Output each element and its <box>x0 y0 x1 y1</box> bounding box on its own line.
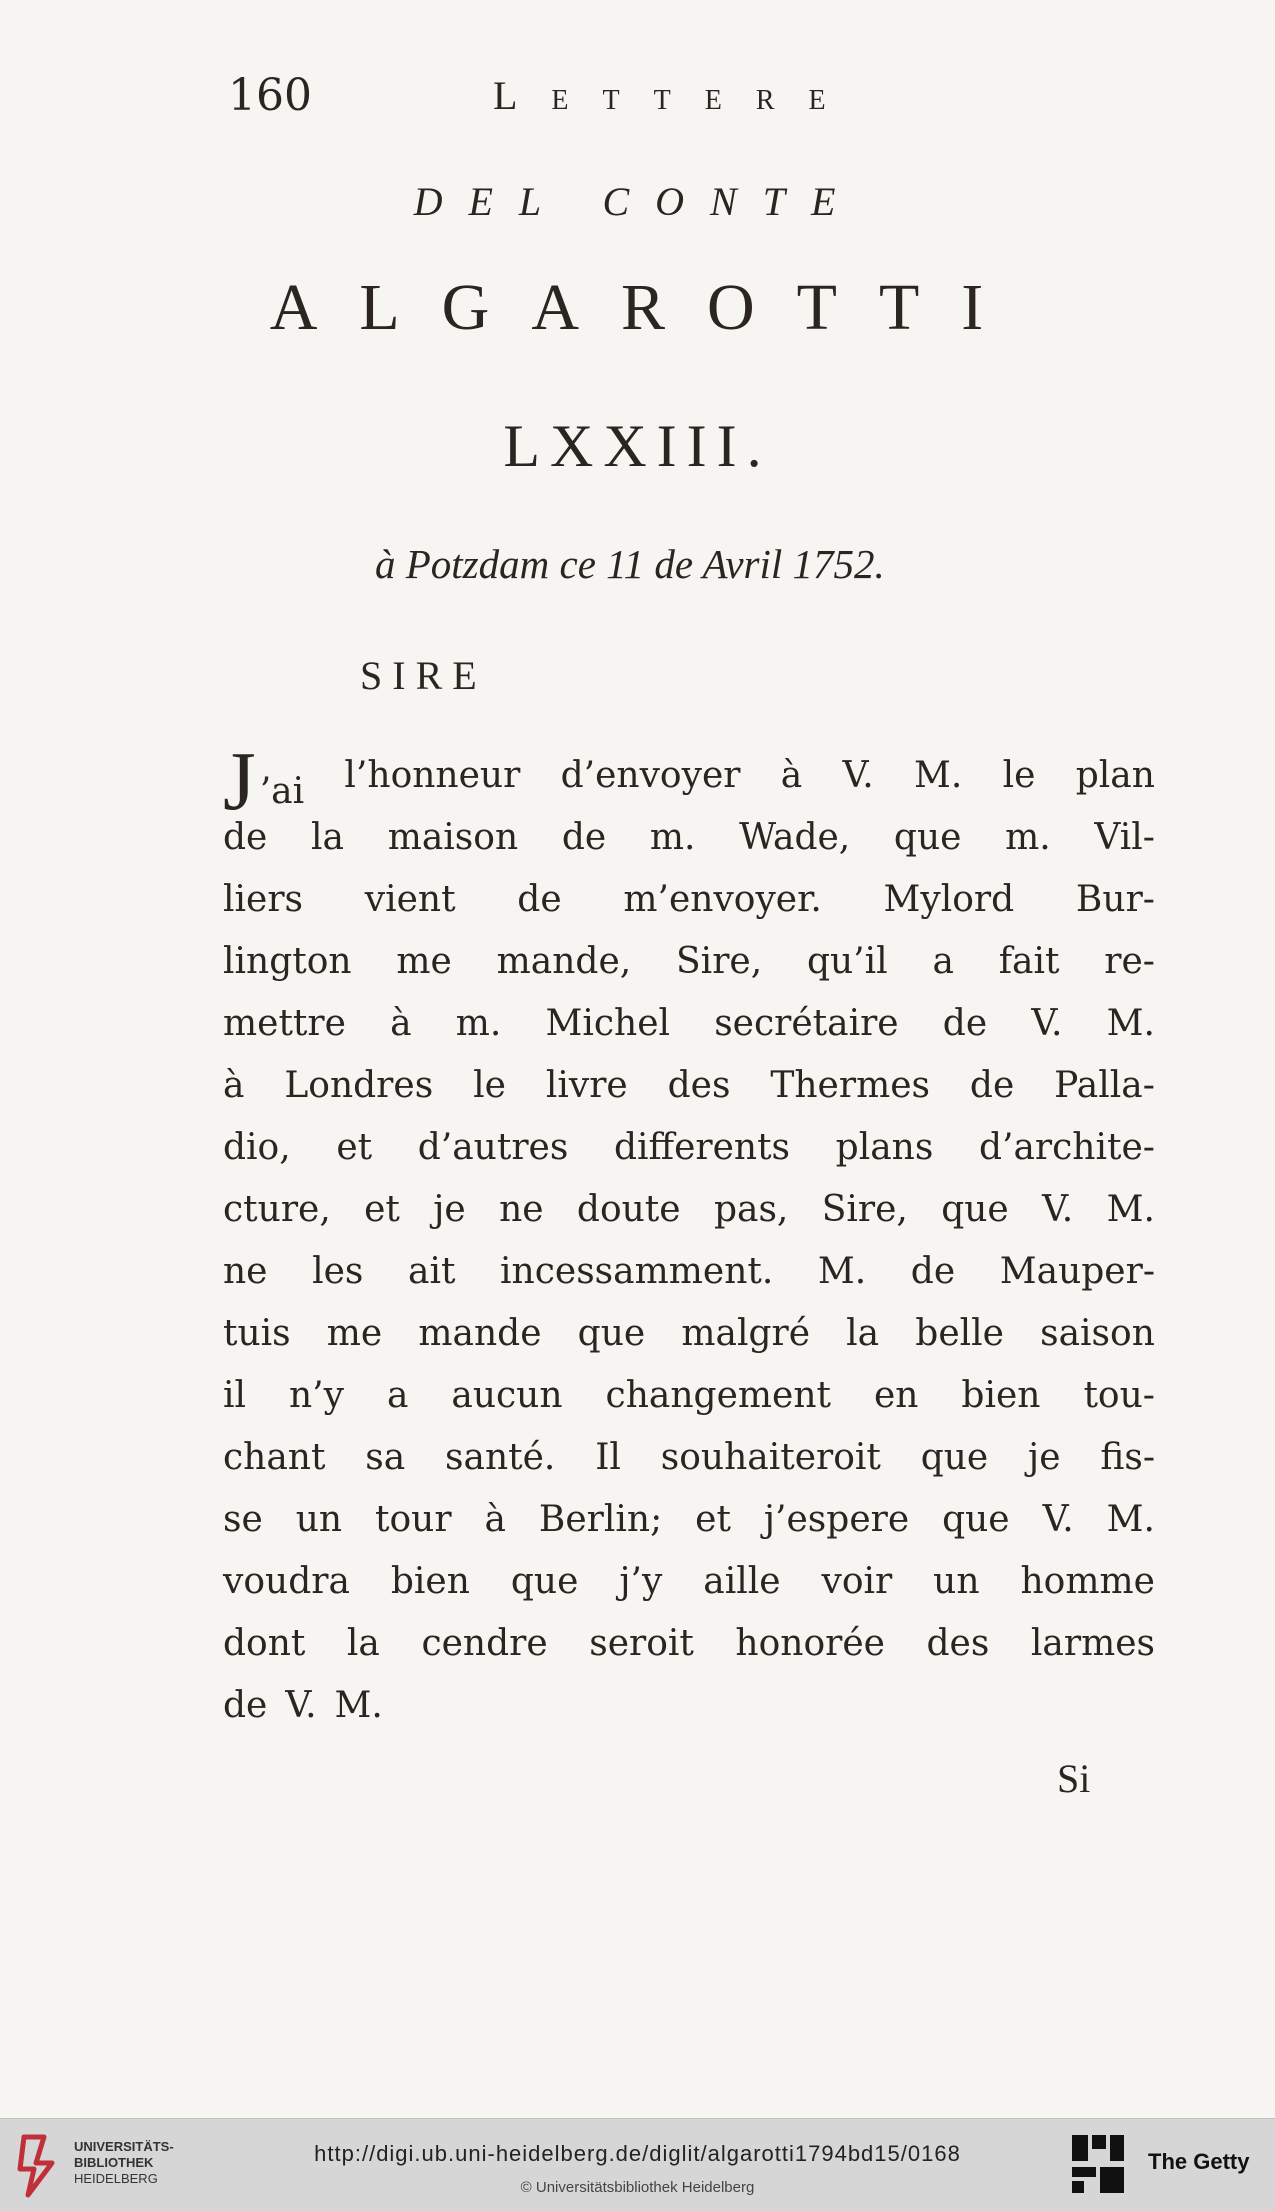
text-line: tuis me mande que malgré la belle saison <box>223 1313 1155 1354</box>
text-line: de la maison de m. Wade, que m. Vil- <box>223 817 1155 858</box>
title-author: ALGAROTTI <box>269 271 1026 344</box>
text-line: J ’ai l’honneur d’envoyer à V. M. le plan <box>223 735 1155 828</box>
salutation: SIRE <box>360 653 487 698</box>
viewer-footer <box>0 2118 1275 2211</box>
dateline: à Potzdam ce 11 de Avril 1752. <box>375 541 885 587</box>
text-line: se un tour à Berlin; et j’espere que V. M. <box>223 1499 1155 1540</box>
running-head-title: Lettere <box>493 73 860 118</box>
text-line: cture, et je ne doute pas, Sire, que V. M. <box>223 1189 1155 1230</box>
title-subtitle: DEL CONTE <box>413 179 862 224</box>
text-line: liers vient de m’envoyer. Mylord Bur- <box>223 879 1155 920</box>
text-line: à Londres le livre des Thermes de Palla- <box>223 1065 1155 1106</box>
page-number: 160 <box>228 70 312 121</box>
letter-number: LXXIII. <box>503 413 772 479</box>
text-line: lington me mande, Sire, qu’il a fait re- <box>223 941 1155 982</box>
text-line: dont la cendre seroit honorée des larmes <box>223 1623 1155 1664</box>
text-line: dio, et d’autres differents plans d’archite- <box>223 1127 1155 1168</box>
catchword: Si <box>1057 1756 1091 1801</box>
text-line: il n’y a aucun changement en bien tou- <box>223 1375 1155 1416</box>
text-line: chant sa santé. Il souhaiteroit que je fis- <box>223 1437 1155 1478</box>
permalink-url[interactable]: http://digi.ub.uni-heidelberg.de/diglit/algarotti1794bd15/0168 <box>314 2141 961 2166</box>
drop-cap: J <box>223 735 256 828</box>
partner-name: The Getty <box>1148 2149 1250 2174</box>
text-line: mettre à m. Michel secrétaire de V. M. <box>223 1003 1155 1044</box>
library-name: UNIVERSITÄTS- BIBLIOTHEK HEIDELBERG <box>74 2139 174 2186</box>
text-line: ne les ait incessamment. M. de Mauper- <box>223 1251 1155 1292</box>
getty-logo-icon <box>1070 2133 1126 2195</box>
text-line: voudra bien que j’y aille voir un homme <box>223 1561 1155 1602</box>
running-head <box>0 70 1275 130</box>
letter-body <box>223 735 1155 1737</box>
copyright-notice: © Universitätsbibliothek Heidelberg <box>520 2179 755 2196</box>
text-line: de V. M. <box>223 1685 383 1726</box>
